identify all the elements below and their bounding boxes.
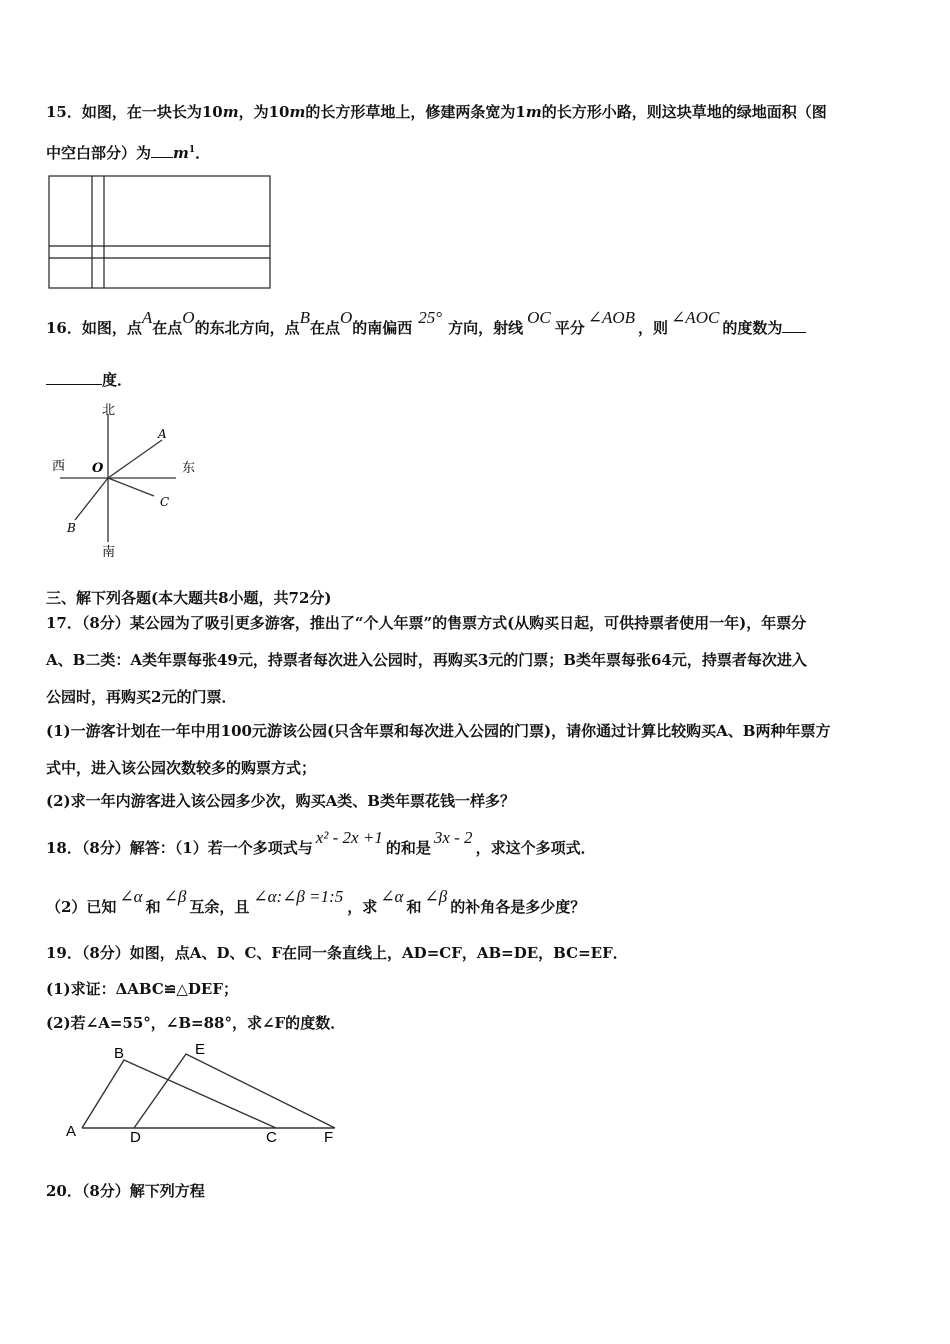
q19-line3: (2)若∠A=55°，∠B=88°，求∠F的度数． [46, 1014, 346, 1032]
label-north: 北 [102, 402, 116, 417]
label-a: A [66, 1123, 77, 1140]
label-b: B [114, 1045, 125, 1062]
triangle-def [134, 1054, 335, 1128]
label-west: 西 [52, 458, 66, 473]
q18-expr2: 3x - 2 [433, 828, 473, 847]
q17-line1: 17．（8分）某公园为了吸引更多游客，推出了“个人年票”的售票方式(从购买日起，可供持票者使用一年)，年票分 [46, 614, 807, 632]
q17-line2: A、B二类：A类年票每张49元，持票者每次进入公园时，再购买3元的门票；B类年票每张64元，持票者每次进入 [46, 651, 807, 669]
triangle-abc [82, 1060, 276, 1128]
label-a: A [158, 427, 167, 441]
q15-lawn-figure [48, 174, 273, 290]
ray-oa [108, 440, 162, 478]
answer-blank [782, 318, 806, 333]
label-e: E [195, 1041, 206, 1058]
q19-triangles-figure [62, 1040, 352, 1150]
q17-line3: 公园时，再购买2元的门票． [46, 688, 237, 706]
q15-line1: 15．如图，在一块长为10m，为10m的长方形草地上，修建两条宽为1m的长方形小路，则这块草地的绿地面积（图 [46, 103, 827, 121]
q18-line1: 18．（8分）解答：（1）若一个多项式与x² - 2x +1的和是3x - 2，求这个多项式． [46, 828, 596, 857]
q18-ratio: ∠α:∠β =1:5 [253, 887, 344, 906]
q18-expr1: x² - 2x +1 [315, 828, 383, 847]
ray-ob [75, 478, 108, 520]
label-south: 南 [102, 544, 116, 559]
label-f: F [324, 1129, 334, 1146]
label-c: C [266, 1129, 277, 1146]
ray-oc [108, 478, 154, 496]
lawn-outline [49, 176, 270, 288]
label-c: C [160, 495, 170, 509]
q16-line1: 16．如图，点A在点O的东北方向，点B在点O的南偏西25°方向，射线OC平分∠AOB，则∠AOC的度数为 [46, 318, 806, 338]
q16-compass-figure [50, 400, 210, 560]
q19-line1: 19．（8分）如图，点A、D、C、F在同一条直线上，AD=CF，AB=DE，BC=EF． [46, 944, 628, 962]
q17-line6: (2)求一年内游客进入该公园多少次，购买A类、B类年票花钱一样多？ [46, 792, 515, 810]
q17-line5: 式中，进入该公园次数较多的购票方式； [46, 759, 317, 777]
q17-line4: (1)一游客计划在一年中用100元游该公园(只含年票和每次进入公园的门票)，请你通过计算比较购买A、B两种年票方 [46, 722, 831, 740]
label-o: O [92, 461, 104, 476]
q16-line2: 度． [46, 370, 132, 390]
label-b: B [67, 521, 76, 535]
label-d: D [130, 1129, 141, 1146]
q19-line2: (1)求证：ΔABC≌△DEF； [46, 980, 238, 998]
label-east: 东 [182, 460, 196, 475]
q20-line1: 20．（8分）解下列方程 [46, 1182, 205, 1200]
answer-blank [151, 143, 173, 158]
section-3-heading: 三、解下列各题(本大题共8小题，共72分) [46, 589, 332, 607]
q18-line2: （2）已知∠α和∠β互余，且∠α:∠β =1:5，求∠α和∠β的补角各是多少度？ [46, 887, 586, 916]
q15-line2: 中空白部分）为 $m^1$． [46, 144, 211, 162]
answer-blank [46, 370, 102, 385]
